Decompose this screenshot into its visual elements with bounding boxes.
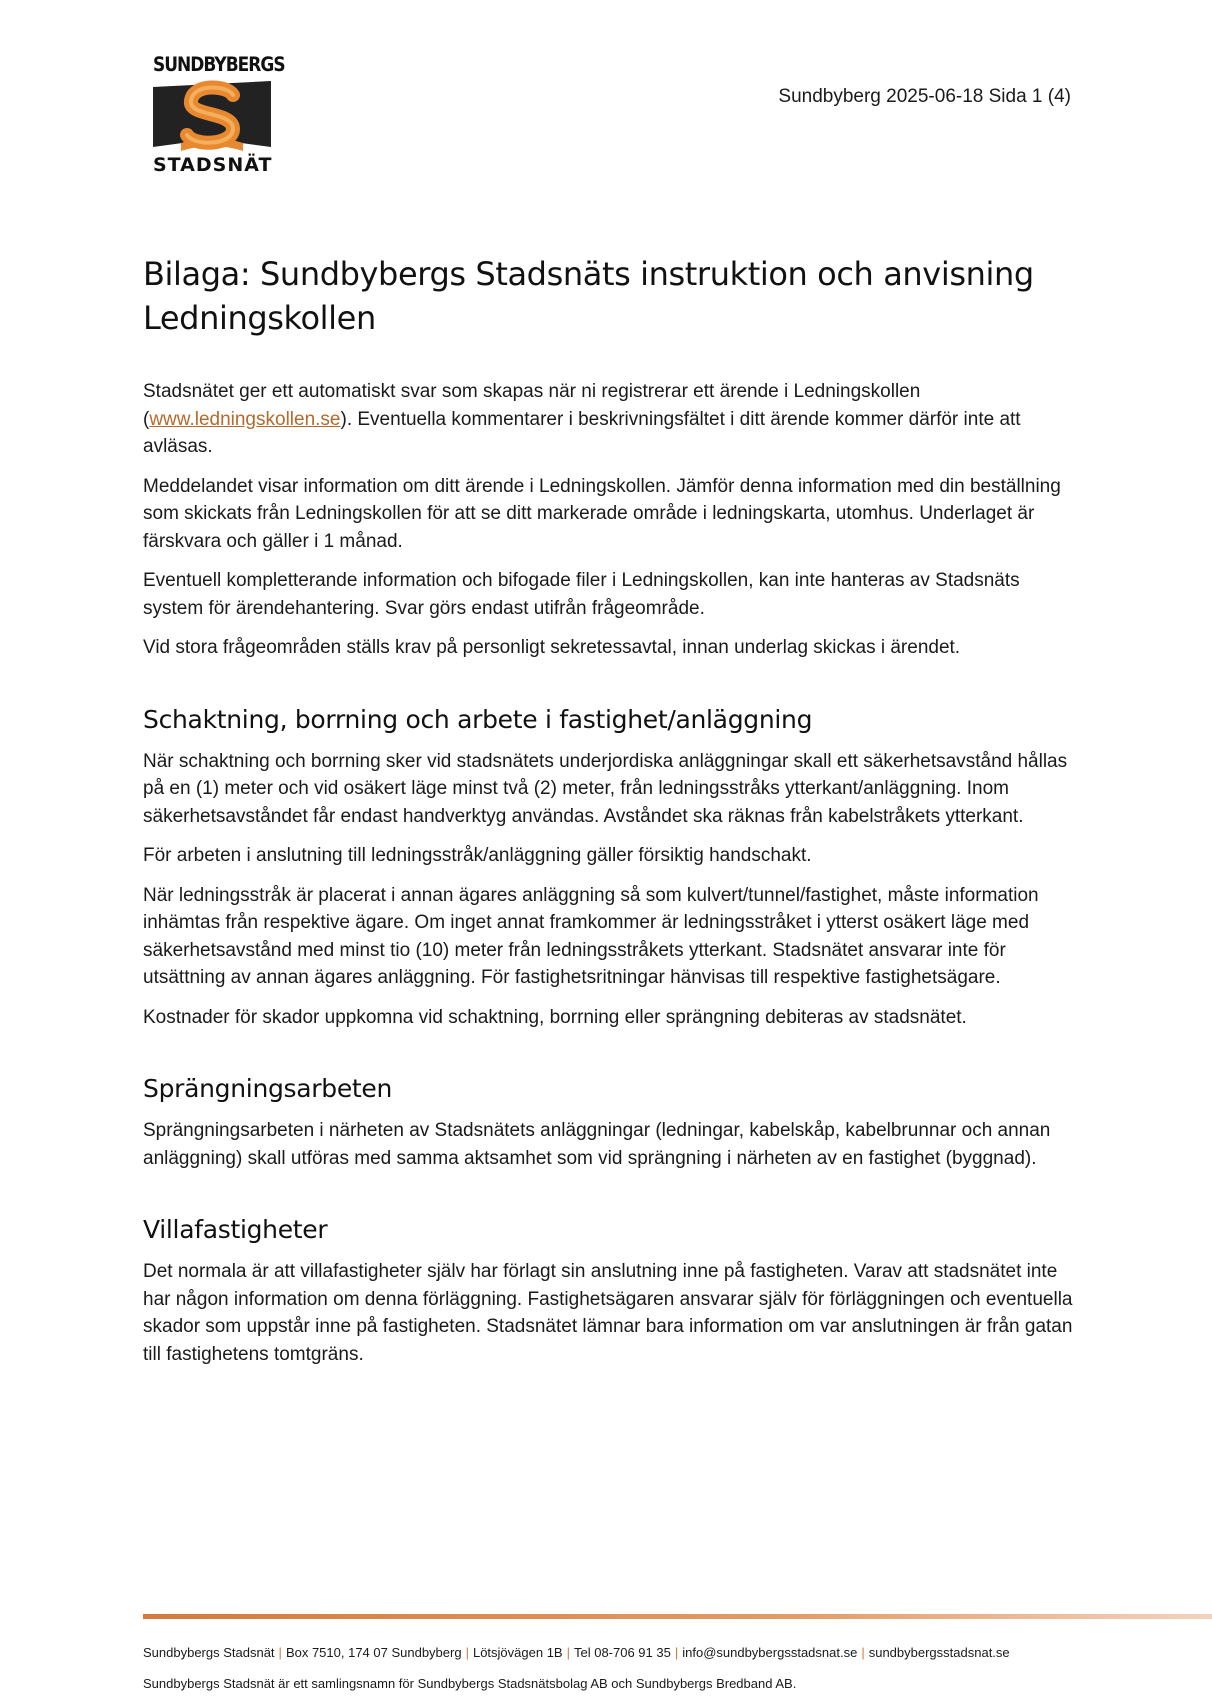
section1-paragraph-2: För arbeten i anslutning till ledningsstråk/anläggning gäller försiktig handschakt. <box>143 845 812 866</box>
footer-website[interactable]: sundbybergsstadsnat.se <box>868 1645 1010 1660</box>
intro-paragraph-4: Vid stora frågeområden ställs krav på personligt sekretessavtal, innan underlag skickas i ärendet. <box>143 637 961 658</box>
footer-separator: | <box>861 1645 865 1660</box>
section1-paragraph-4: Kostnader för skador uppkomna vid schaktning, borrning eller sprängning debiteras av stadsnätet. <box>143 1006 967 1028</box>
logo-emblem <box>153 77 271 153</box>
footer-separator: | <box>674 1645 679 1660</box>
company-logo <box>153 53 285 176</box>
footer-street: Lötsjövägen 1B <box>472 1645 563 1660</box>
section-heading-sprangning: Sprängningsarbeten <box>143 1074 393 1103</box>
footer-separator: | <box>465 1645 469 1660</box>
logo-top-text: SUNDBYBERGS <box>153 53 285 77</box>
document-body <box>143 252 1073 1380</box>
footer-contact-line <box>143 1645 1010 1660</box>
date-page-info: Sundbyberg 2025-06-18 Sida 1 (4) <box>778 86 1071 107</box>
section2-paragraph-1: Sprängningsarbeten i närheten av Stadsnätets anläggningar (ledningar, kabelskåp, kabelbrunnar och annan anläggning) skall utföras med samma aktsamhet som vid sprängning i närheten av en fastighet (byggnad). <box>143 1120 1051 1169</box>
logo-bottom-text: STADSNÄT <box>153 154 273 176</box>
footer-address: Box 7510, 174 07 Sundbyberg <box>285 1645 462 1660</box>
footer-note: Sundbybergs Stadsnät är ett samlingsnamn för Sundbybergs Stadsnätsbolag AB och Sundbybergs Bredband AB. <box>143 1676 797 1691</box>
intro-paragraph-1 <box>143 378 1073 461</box>
intro-p1-before: Stadsnätet ger ett automatiskt svar som skapas när ni registrerar ett ärende i Ledningskollen ( <box>143 381 921 430</box>
section-heading-schaktning: Schaktning, borrning och arbete i fastighet/anläggning <box>143 704 813 734</box>
section3-paragraph-1: Det normala är att villafastigheter själv har förlagt sin anslutning inne på fastigheten. Varav att stadsnätet inte har någon information om denna förläggning. Fastighetsägaren ansvarar själv för förläggningen och eventuella skador som uppstår inne på fastigheten. Stadsnätet lämnar bara information om var anslutningen är från gatan till fastighetens tomtgräns. <box>143 1261 1073 1365</box>
section1-paragraph-1: När schaktning och borrning sker vid stadsnätets underjordiska anläggningar skall ett säkerhetsavstånd hållas på en (1) meter och vid osäkert läge minst två (2) meter, från ledningsstråks ytterkant/anläggning. Inom säkerhetsavståndet får endast handverktyg användas. Avståndet ska räknas från kabelstråkets ytterkant. <box>143 750 1068 827</box>
footer-divider <box>143 1614 1212 1619</box>
footer-email[interactable]: info@sundbybergsstadsnat.se <box>682 1645 858 1660</box>
intro-p1-after: ). Eventuella kommentarer i beskrivningsfältet i ditt ärende kommer därför inte att avläsas. <box>143 408 1021 457</box>
footer-separator: | <box>278 1645 282 1660</box>
section-heading-villafastigheter: Villafastigheter <box>143 1215 328 1244</box>
intro-paragraph-3: Eventuell kompletterande information och bifogade filer i Ledningskollen, kan inte hanteras av Stadsnäts system för ärendehantering. Svar görs endast utifrån frågeområde. <box>143 570 1020 619</box>
document-title: Bilaga: Sundbybergs Stadsnäts instruktion och anvisning Ledningskollen <box>143 255 1034 337</box>
footer-company: Sundbybergs Stadsnät <box>143 1645 275 1660</box>
section1-paragraph-3: När ledningsstråk är placerat i annan ägares anläggning så som kulvert/tunnel/fastighet, måste information inhämtas från respektive ägare. Om inget annat framkommer är ledningsstråket i ytterst osäkert läge med säkerhetsavstånd med minst tio (10) meter från ledningsstråkets ytterkant. Stadsnätet ansvarar inte för utsättning av annan ägares anläggning. För fastighetsritningar hänvisas till respektive fastighetsägare. <box>143 884 1039 988</box>
intro-paragraph-2: Meddelandet visar information om ditt ärende i Ledningskollen. Jämför denna information med din beställning som skickats från Ledningskollen för att se ditt markerade område i ledningskarta, utomhus. Underlaget är färskvara och gäller i 1 månad. <box>143 475 1061 552</box>
ledningskollen-link[interactable]: www.ledningskollen.se <box>149 408 341 430</box>
footer-separator: | <box>566 1645 570 1660</box>
footer-phone: Tel 08-706 91 35 <box>573 1645 671 1660</box>
